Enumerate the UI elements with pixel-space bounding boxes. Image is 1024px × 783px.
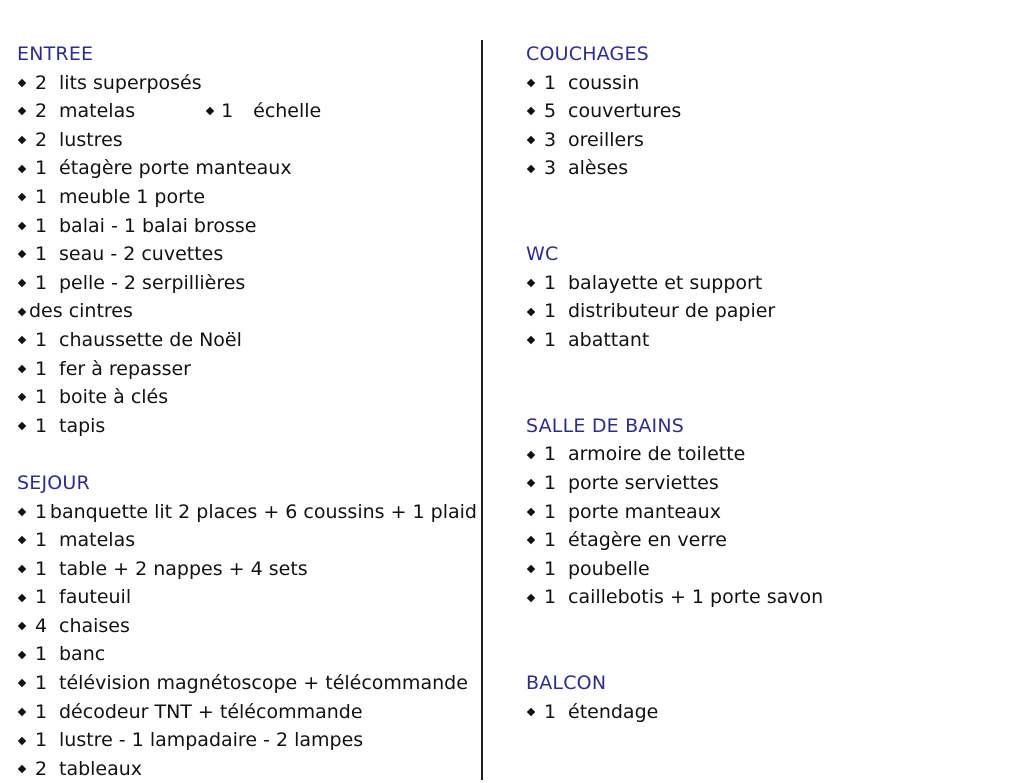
bullet-icon [206, 107, 214, 115]
spacer [17, 440, 477, 469]
spacer [526, 612, 1006, 669]
column-divider [481, 40, 483, 780]
bullet-icon [527, 136, 535, 144]
list-item: 1 pelle - 2 serpillières [17, 269, 477, 298]
bullet-icon [527, 536, 535, 544]
bullet-icon [18, 279, 26, 287]
list-item: 1 tapis [17, 412, 477, 441]
bullet-icon [527, 79, 535, 87]
list-item: 1 boite à clés [17, 383, 477, 412]
bullet-icon [18, 222, 26, 230]
bullet-icon [18, 593, 26, 601]
bullet-icon [18, 193, 26, 201]
list-item: 1 armoire de toilette [526, 440, 1006, 469]
bullet-icon [527, 708, 535, 716]
bullet-icon [527, 450, 535, 458]
list-item: 3 alèses [526, 154, 1006, 183]
bullet-icon [18, 307, 26, 315]
list-item: 1 étagère porte manteaux [17, 154, 477, 183]
bullet-icon [527, 479, 535, 487]
list-item: 1 table + 2 nappes + 4 sets [17, 555, 477, 584]
bullet-icon [18, 536, 26, 544]
list-item: 1 abattant [526, 326, 1006, 355]
bullet-icon [18, 393, 26, 401]
right-column [526, 40, 1006, 726]
list-item: 1 distributeur de papier [526, 297, 1006, 326]
bullet-icon [18, 765, 26, 773]
bullet-icon [18, 565, 26, 573]
bullet-icon [527, 279, 535, 287]
list-item: 2 matelas 1 échelle [17, 97, 477, 126]
section-title-sejour: SEJOUR [17, 471, 90, 494]
bullet-icon [527, 593, 535, 601]
bullet-icon [18, 250, 26, 258]
list-item: 1 fer à repasser [17, 355, 477, 384]
list-item: 1 étendage [526, 698, 1006, 727]
list-item: 2 lustres [17, 126, 477, 155]
list-item: 2 lits superposés [17, 69, 477, 98]
section-title-salle-de-bains: SALLE DE BAINS [526, 414, 685, 437]
bullet-icon [18, 508, 26, 516]
list-item: 1 meuble 1 porte [17, 183, 477, 212]
list-item: 1 balayette et support [526, 269, 1006, 298]
list-item: 1 porte serviettes [526, 469, 1006, 498]
bullet-icon [18, 79, 26, 87]
bullet-icon [18, 136, 26, 144]
bullet-icon [527, 565, 535, 573]
list-item: 1 banc [17, 640, 477, 669]
list-item: 3 oreillers [526, 126, 1006, 155]
list-item: 1 coussin [526, 69, 1006, 98]
list-item: des cintres [17, 297, 477, 326]
bullet-icon [18, 107, 26, 115]
bullet-icon [527, 307, 535, 315]
bullet-icon [527, 107, 535, 115]
list-item: 1 télévision magnétoscope + télécommande [17, 669, 477, 698]
list-item: 4 chaises [17, 612, 477, 641]
list-item: 1 matelas [17, 526, 477, 555]
bullet-icon [18, 622, 26, 630]
section-title-wc: WC [526, 243, 559, 266]
bullet-icon [18, 164, 26, 172]
spacer [526, 355, 1006, 412]
list-item: 1 balai - 1 balai brosse [17, 212, 477, 241]
bullet-icon [18, 736, 26, 744]
bullet-icon [527, 336, 535, 344]
bullet-icon [527, 508, 535, 516]
list-item: 1 poubelle [526, 555, 1006, 584]
list-item: 1 décodeur TNT + télécommande [17, 698, 477, 727]
list-item: 5 couvertures [526, 97, 1006, 126]
section-title-couchages: COUCHAGES [526, 43, 649, 65]
list-item: 1 seau - 2 cuvettes [17, 240, 477, 269]
bullet-icon [18, 708, 26, 716]
bullet-icon [18, 651, 26, 659]
list-item: 1 porte manteaux [526, 498, 1006, 527]
list-item: 1 chaussette de Noël [17, 326, 477, 355]
spacer [526, 183, 1006, 240]
list-item: 1 caillebotis + 1 porte savon [526, 583, 1006, 612]
left-column [17, 40, 477, 783]
list-item: 1 banquette lit 2 places + 6 coussins + 1 plaid [17, 498, 477, 527]
bullet-icon [527, 164, 535, 172]
section-title-balcon: BALCON [526, 672, 607, 695]
bullet-icon [18, 422, 26, 430]
list-item: 1 lustre - 1 lampadaire - 2 lampes [17, 726, 477, 755]
bullet-icon [18, 336, 26, 344]
list-item: 1 étagère en verre [526, 526, 1006, 555]
bullet-icon [18, 365, 26, 373]
inline-item: 1 échelle [207, 97, 321, 126]
list-item: 1 fauteuil [17, 583, 477, 612]
section-title-entree: ENTREE [17, 43, 94, 65]
list-item: 2 tableaux [17, 755, 477, 783]
bullet-icon [18, 679, 26, 687]
